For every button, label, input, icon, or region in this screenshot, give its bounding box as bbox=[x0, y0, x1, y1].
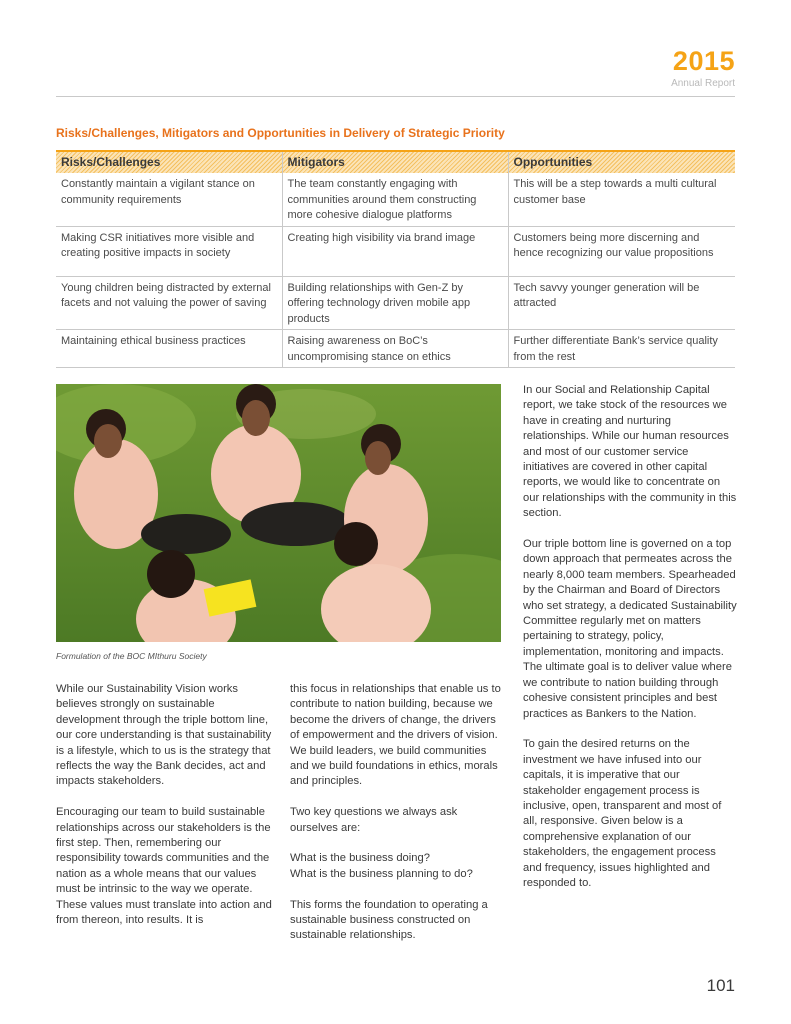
column-header-opportunities: Opportunities bbox=[508, 151, 735, 173]
table-cell: Making CSR initiatives more visible and creating positive impacts in society bbox=[56, 226, 282, 276]
paragraph: While our Sustainability Vision works believes strongly on sustainable development through the triple bottom line, our core understanding is that sustainability is a lifestyle, which to us is the strategy that reflects the way the Bank decides, act and impacts stakeholders. bbox=[56, 683, 272, 788]
table-cell: Maintaining ethical business practices bbox=[56, 330, 282, 368]
body-column-3 bbox=[523, 383, 737, 907]
table-row bbox=[56, 173, 735, 226]
question: What is the business planning to do? bbox=[290, 867, 473, 880]
column-header-mitigators: Mitigators bbox=[282, 151, 508, 173]
paragraph: In our Social and Relationship Capital report, we take stock of the resources we have in creating and nurturing relationships. While our human resources and most of our customer service initiatives are covered in other capital reports, we would like to concentrate on our relationships with the community in this section. bbox=[523, 384, 737, 520]
table-cell: Building relationships with Gen-Z by offering technology driven mobile app products bbox=[282, 276, 508, 330]
paragraph: Two key questions we always ask ourselves are: bbox=[290, 806, 458, 834]
table-cell: Raising awareness on BoC’s uncompromising stance on ethics bbox=[282, 330, 508, 368]
question: What is the business doing? bbox=[290, 852, 430, 865]
header-divider bbox=[56, 96, 735, 97]
table-header-row bbox=[56, 151, 735, 173]
photo-caption: Formulation of the BOC MIthuru Society bbox=[56, 651, 207, 661]
table-cell: The team constantly engaging with communities around them constructing more cohesive dialogue platforms bbox=[282, 173, 508, 226]
report-year: 2015 bbox=[672, 46, 735, 76]
table-cell: Creating high visibility via brand image bbox=[282, 226, 508, 276]
table-row bbox=[56, 330, 735, 368]
table-row bbox=[56, 276, 735, 330]
report-subtitle: Annual Report bbox=[671, 78, 735, 89]
table-cell: Constantly maintain a vigilant stance on community requirements bbox=[56, 173, 282, 226]
photo-illustration bbox=[56, 384, 501, 642]
paragraph: Our triple bottom line is governed on a top down approach that permeates across the nearly 8,000 team members. Spearheaded by the Chairman and Board of Directors who set strategy, a dedicated Sustainability Committee regularly met on matters pertaining to strategy, policy, implementation, monitoring and impacts. The ultimate goal is to deliver value where we contribute to nation building through cohesive consistent principles and best practices as Bankers to the Nation. bbox=[523, 538, 737, 720]
section-title: Risks/Challenges, Mitigators and Opportunities in Delivery of Strategic Priority bbox=[56, 126, 505, 140]
table-cell: Customers being more discerning and hence recognizing our value propositions bbox=[508, 226, 735, 276]
column-header-risks: Risks/Challenges bbox=[56, 151, 282, 173]
table-cell: Young children being distracted by external facets and not valuing the power of saving bbox=[56, 276, 282, 330]
table-cell: Further differentiate Bank’s service quality from the rest bbox=[508, 330, 735, 368]
table-cell: This will be a step towards a multi cultural customer base bbox=[508, 173, 735, 226]
table-cell: Tech savvy younger generation will be attracted bbox=[508, 276, 735, 330]
community-photo bbox=[56, 384, 501, 642]
paragraph: This forms the foundation to operating a sustainable business constructed on sustainable relationships. bbox=[290, 898, 488, 942]
paragraph: To gain the desired returns on the investment we have infused into our capitals, it is imperative that our stakeholder engagement process is inclusive, open, transparent and most of all, responsive. Given below is a comprehensive explanation of our stakeholders, the engagement process and frequency, issues highlighted and responded to. bbox=[523, 738, 722, 889]
body-column-1 bbox=[56, 682, 274, 944]
body-column-2 bbox=[290, 682, 502, 959]
paragraph: this focus in relationships that enable us to contribute to nation building, because we become the drivers of change, the drivers of empowerment and the drivers of vision. We build leaders, we build communities and we build foundations in ethics, morals and principles. bbox=[290, 683, 501, 788]
risks-table bbox=[56, 150, 735, 368]
page-number: 101 bbox=[706, 976, 735, 995]
paragraph: Encouraging our team to build sustainable relationships across our stakeholders is the first step. Then, remembering our responsibility towards communities and the nation as a whole means that our values must be intrinsic to the way we operate. These values must translate into action and from thereon, into results. It is bbox=[56, 806, 272, 927]
table-row bbox=[56, 226, 735, 276]
